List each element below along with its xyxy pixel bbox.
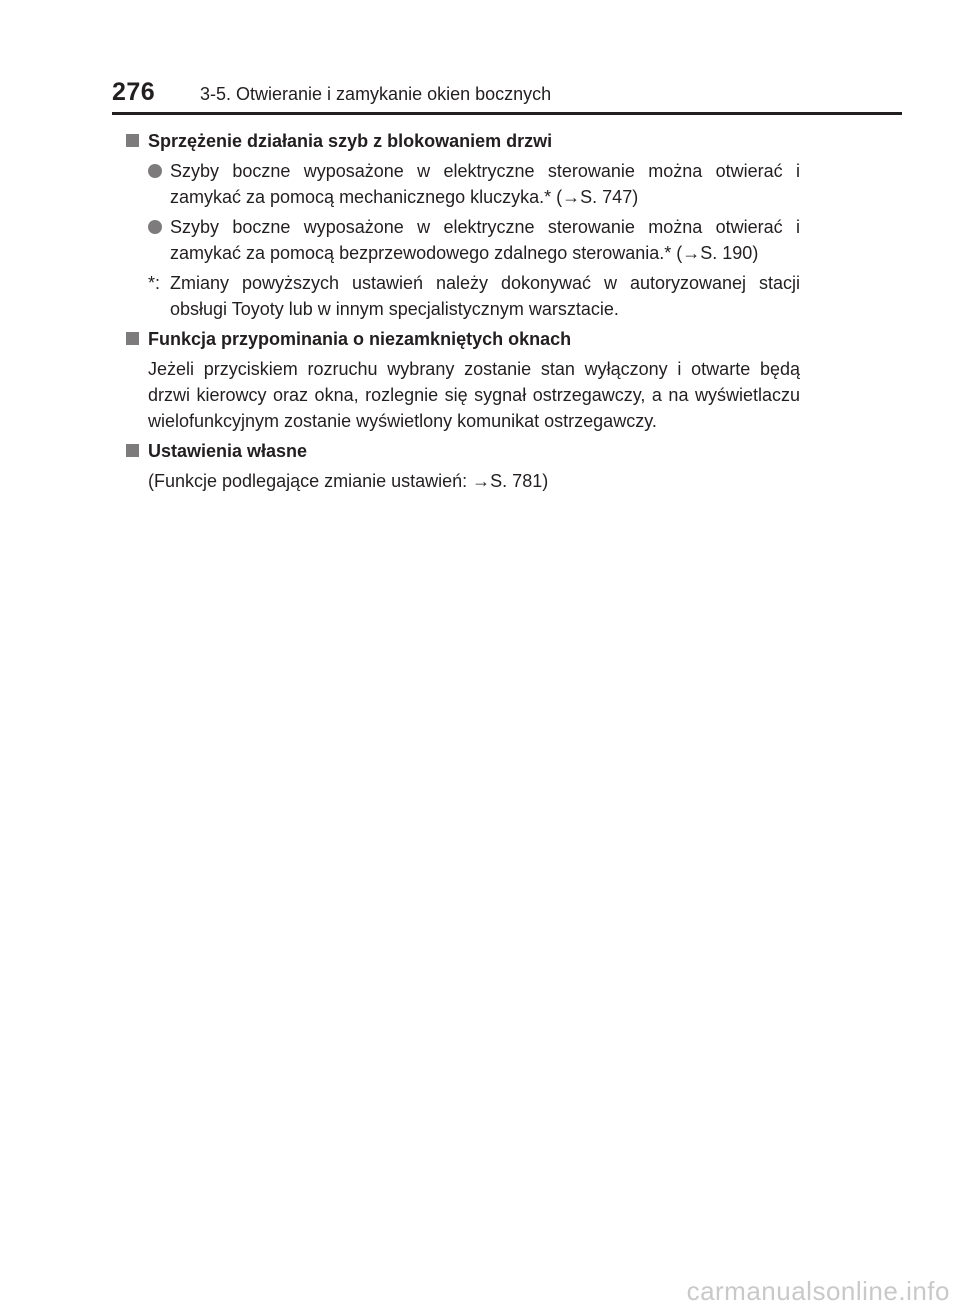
- footnote: [124, 270, 800, 322]
- section-custom-settings: [124, 438, 800, 494]
- section-heading: [124, 326, 800, 352]
- section-paragraph: (Funkcje podlegające zmianie ustawień: →S. 781): [148, 471, 549, 491]
- section-window-reminder: [124, 326, 800, 434]
- page-content: [124, 124, 800, 494]
- page-number: 276: [112, 78, 156, 106]
- section-door-lock-linkage: [124, 128, 800, 322]
- page-header: [112, 78, 902, 112]
- section-heading: [124, 128, 800, 154]
- heading-text: Funkcja przypominania o niezamkniętych oknach: [148, 329, 572, 349]
- circle-bullet-icon: [148, 164, 162, 178]
- list-item-text: Szyby boczne wyposażone w elektryczne sterowanie można otwierać i zamykać za pomocą mechanicznego kluczyka.* (→S. 747): [170, 161, 800, 207]
- square-bullet-icon: [126, 332, 139, 345]
- footnote-text: Zmiany powyższych ustawień należy dokonywać w autoryzowanej stacji obsługi Toyoty lub w innym specjalistycznym warsztacie.: [170, 273, 800, 319]
- section-heading: [124, 438, 800, 464]
- header-divider: [112, 112, 902, 115]
- square-bullet-icon: [126, 134, 139, 147]
- watermark: carmanualsonline.info: [686, 1276, 950, 1306]
- section-title: 3-5. Otwieranie i zamykanie okien bocznych: [200, 84, 552, 104]
- circle-bullet-icon: [148, 220, 162, 234]
- list-item-text: Szyby boczne wyposażone w elektryczne sterowanie można otwierać i zamykać za pomocą bezprzewodowego zdalnego sterowania.* (→S. 190): [170, 217, 800, 263]
- footnote-marker: *:: [148, 273, 161, 293]
- heading-text: Ustawienia własne: [148, 441, 308, 461]
- list-item: [124, 214, 800, 266]
- section-paragraph: Jeżeli przyciskiem rozruchu wybrany zostanie stan wyłączony i otwarte będą drzwi kierowcy oraz okna, rozlegnie się sygnał ostrzegawczy, a na wyświetlaczu wielofunkcyjnym zostanie wyświetlony komunikat ostrzegawczy.: [148, 359, 800, 431]
- square-bullet-icon: [126, 444, 139, 457]
- heading-text: Sprzężenie działania szyb z blokowaniem drzwi: [148, 131, 553, 151]
- list-item: [124, 158, 800, 210]
